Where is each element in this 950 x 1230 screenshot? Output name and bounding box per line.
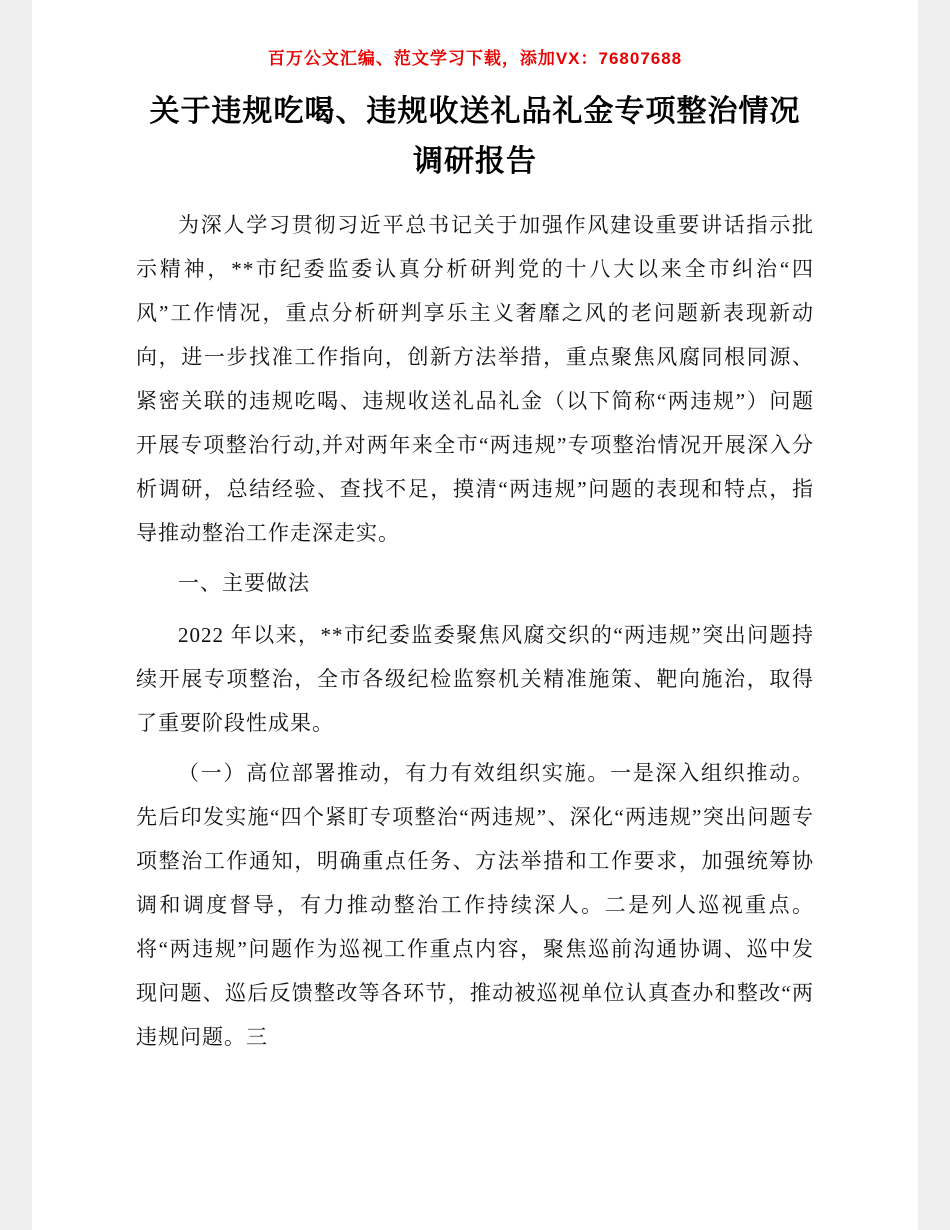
paragraph-deployment: （一）高位部署推动，有力有效组织实施。一是深入组织推动。先后印发实施“四个紧盯专项整治“两违规”、深化“两违规”突出问题专项整治工作通知，明确重点任务、方法举措和工作要求，加强统筹协调和调度督导，有力推动整治工作持续深人。二是列人巡视重点。将“两违规”问题作为巡视工作重点内容，聚焦巡前沟通协调、巡中发现问题、巡后反馈整改等各环节，推动被巡视单位认真查办和整改“两违规问题。三 [136, 761, 814, 1049]
document-page [32, 0, 918, 1230]
watermark-text: 百万公文汇编、范文学习下载，添加VX：76807688 [267, 49, 683, 68]
section-heading-main-practices: 一、主要做法 [178, 571, 310, 595]
document-title: 关于违规吃喝、违规收送礼品礼金专项整治情况调研报告 [149, 95, 801, 178]
paragraph-overview: 2022 年以来，**市纪委监委聚焦风腐交织的“两违规”突出问题持续开展专项整治，全市各级纪检监察机关精准施策、靶向施治，取得了重要阶段性成果。 [136, 623, 814, 735]
paragraph-intro: 为深人学习贯彻习近平总书记关于加强作风建设重要讲话指示批示精神，**市纪委监委认真分析研判党的十八大以来全市纠治“四风”工作情况，重点分析研判享乐主义奢靡之风的老问题新表现新动向，进一步找准工作指向，创新方法举措，重点聚焦风腐同根同源、紧密关联的违规吃喝、违规收送礼品礼金（以下简称“两违规”）问题开展专项整治行动,并对两年来全市“两违规”专项整治情况开展深入分析调研，总结经验、查找不足，摸清“两违规”问题的表现和特点，指导推动整治工作走深走实。 [136, 213, 814, 545]
